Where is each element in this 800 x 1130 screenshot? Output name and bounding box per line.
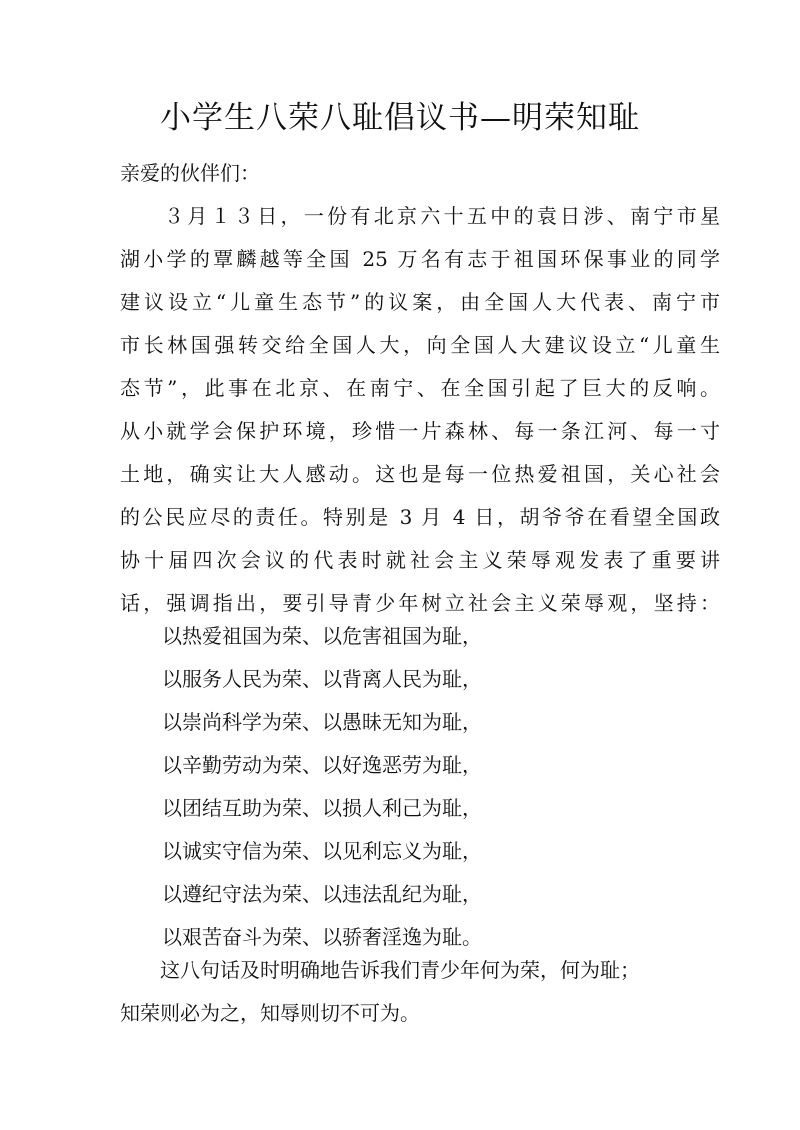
paragraph-line: 话，强调指出，要引导青少年树立社会主义荣辱观，坚持：: [120, 591, 720, 615]
paragraph-line: 从小就学会保护环境，珍惜一片森林、每一条江河、每一寸: [120, 419, 720, 443]
principle-item: 以服务人民为荣、以背离人民为耻，: [162, 667, 482, 691]
principle-item: 以辛勤劳动为荣、以好逸恶劳为耻，: [162, 753, 482, 777]
principle-item: 以艰苦奋斗为荣、以骄奢淫逸为耻。: [162, 925, 482, 949]
paragraph-line: 市长林国强转交给全国人大，向全国人大建议设立“儿童生: [120, 333, 720, 357]
principles-list: [120, 621, 720, 965]
document-title: 小学生八荣八耻倡议书—明荣知耻: [160, 100, 640, 136]
paragraph-line: 的公民应尽的责任。特别是 3 月 4 日，胡爷爷在看望全国政: [120, 505, 720, 529]
paragraph-line: 建议设立“儿童生态节”的议案，由全国人大代表、南宁市: [120, 290, 720, 314]
paragraph-line: 协十届四次会议的代表时就社会主义荣辱观发表了重要讲: [120, 548, 720, 572]
principle-item: 以崇尚科学为荣、以愚昧无知为耻，: [162, 710, 482, 734]
paragraph-main: [120, 201, 720, 631]
principle-item: 以团结互助为荣、以损人利己为耻，: [162, 796, 482, 820]
principle-item: 以遵纪守法为荣、以违法乱纪为耻，: [162, 882, 482, 906]
salutation: 亲爱的伙伴们：: [120, 161, 260, 185]
closing-line: 这八句话及时明确地告诉我们青少年何为荣，何为耻；: [160, 958, 640, 982]
paragraph-line: 土地，确实让大人感动。这也是每一位热爱祖国，关心社会: [120, 462, 720, 486]
principle-item: 以诚实守信为荣、以见利忘义为耻，: [162, 839, 482, 863]
principle-item: 以热爱祖国为荣、以危害祖国为耻，: [162, 624, 482, 648]
paragraph-line: ３月１３日，一份有北京六十五中的袁日涉、南宁市星: [164, 204, 720, 228]
paragraph-line: 湖小学的覃麟越等全国 25 万名有志于祖国环保事业的同学: [120, 247, 720, 271]
closing-paragraph: [120, 955, 720, 1041]
closing-line: 知荣则必为之，知辱则切不可为。: [120, 1001, 420, 1025]
paragraph-line: 态节”，此事在北京、在南宁、在全国引起了巨大的反响。: [120, 376, 720, 400]
